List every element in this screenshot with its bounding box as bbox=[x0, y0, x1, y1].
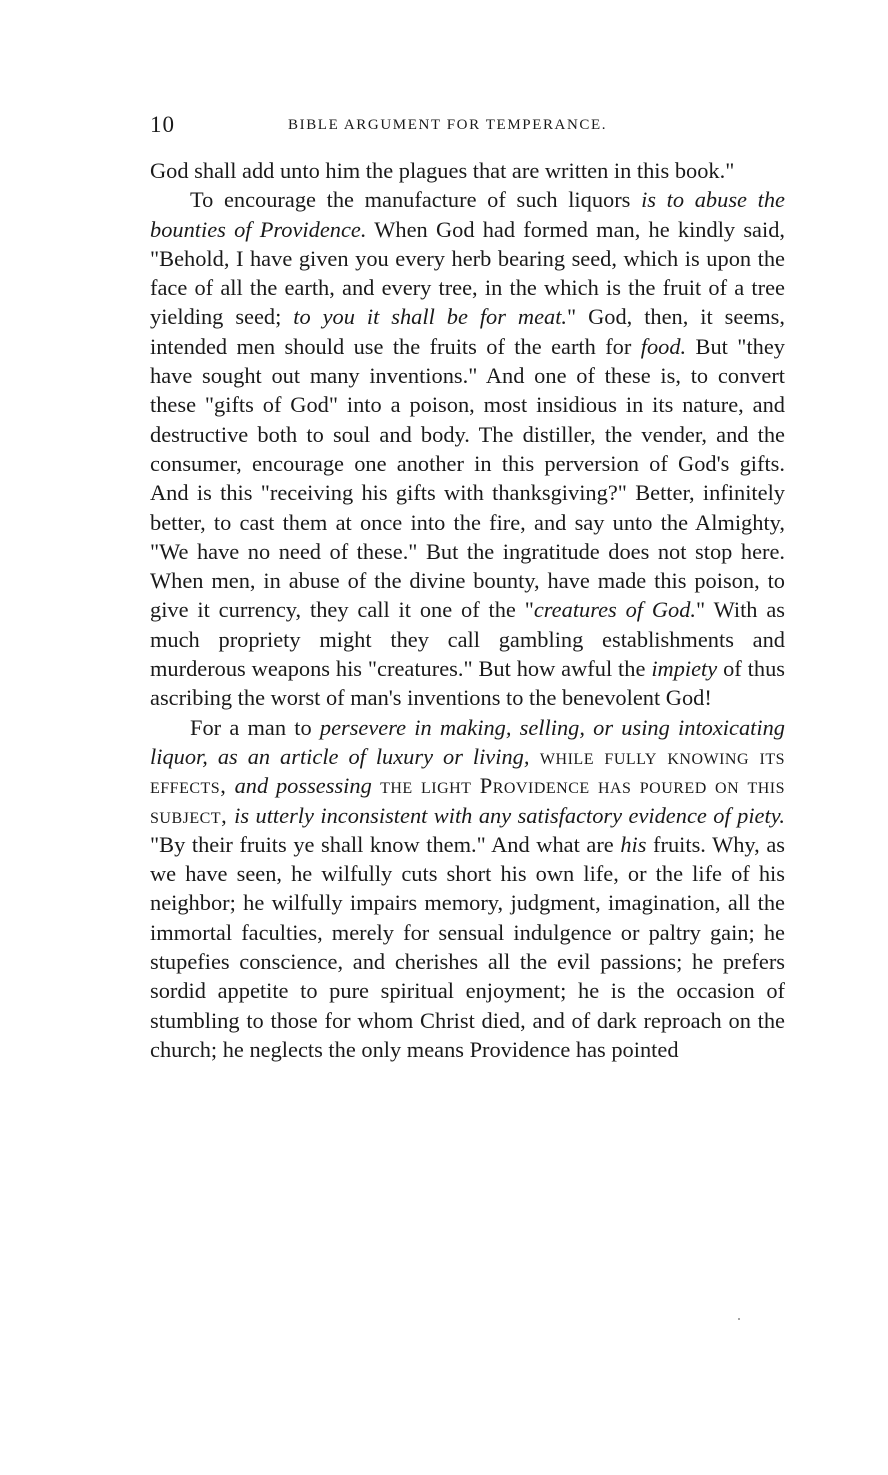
paragraph-bounties bbox=[150, 185, 785, 712]
italic-emphasis: is to abuse the bounties of Providence. bbox=[150, 187, 785, 242]
italic-emphasis: and possessing bbox=[234, 773, 372, 799]
italic-emphasis: food. bbox=[640, 333, 687, 359]
italic-emphasis: impiety bbox=[651, 656, 718, 682]
text-run: God shall add unto him the plagues that are written in this book." bbox=[150, 158, 735, 183]
italic-emphasis: to you it shall be for meat. bbox=[293, 304, 568, 330]
text-run: For a man to bbox=[190, 714, 320, 740]
italic-emphasis: persevere in making, selling, or using intoxicating liquor, as an article of luxury or living, bbox=[150, 714, 785, 769]
italic-emphasis: creatures of God. bbox=[533, 597, 697, 623]
small-caps-text: while fully knowing its effects, bbox=[150, 743, 786, 799]
text-run: of thus ascribing the worst of man's inventions to the benevolent God! bbox=[150, 656, 785, 711]
italic-emphasis: his bbox=[620, 831, 647, 857]
text-run: " With as much propriety might they call gambling establishments and murderous weapons his "creatures." But how awful the bbox=[150, 597, 785, 682]
text-run: "By their fruits ye shall know them." And what are bbox=[150, 831, 621, 857]
text-run: fruits. Why, as we have seen, he wilfully cuts short his own life, or the life of his neighbor; he wilfully impairs memory, judgment, imagination, all the immortal faculties, merely for sensual indulgence or paltry gain; he stupefies conscience, and cherishes all the evil passions; he prefers sordid appetite to pure spiritual enjoyment; he is the occasion of stumbling to those for whom Christ died, and of dark reproach on the church; he neglects the only means Providence has pointed bbox=[150, 831, 785, 1062]
text-run: " God, then, it seems, intended men should use the fruits of the earth for bbox=[150, 304, 785, 359]
text-run: When God had formed man, he kindly said, "Behold, I have given you every herb bearing seed, which is upon the face of all the earth, and every tree, in the which is the fruit of a tree yielding seed; bbox=[150, 216, 785, 330]
paper-speck bbox=[738, 1318, 740, 1320]
text-run: To encourage the manufacture of such liquors bbox=[190, 187, 642, 213]
body-text bbox=[150, 156, 785, 1064]
running-title: BIBLE ARGUMENT FOR TEMPERANCE. bbox=[288, 117, 608, 133]
page-number: 10 bbox=[150, 112, 175, 137]
paragraph-piety bbox=[150, 713, 785, 1065]
paragraph-continued bbox=[150, 156, 785, 185]
small-caps-text: the light Providence has poured on this subject, bbox=[150, 773, 786, 828]
italic-emphasis: is utterly inconsistent with any satisfactory evidence of piety. bbox=[234, 802, 785, 828]
text-run: But "they have sought out many inventions." And one of these is, to convert these "gifts of God" into a poison, most insidious in its nature, and destructive both to soul and body. The distiller, the vender, and the consumer, encourage one another in this perversion of God's gifts. And is this "receiving his gifts with thanksgiving?" Better, infinitely better, to cast them at once into the fire, and say unto the Almighty, "We have no need of these." But the ingratitude does not stop here. When men, in abuse of the divine bounty, have made this poison, to give it currency, they call it one of the " bbox=[150, 333, 785, 623]
running-head bbox=[150, 112, 785, 142]
